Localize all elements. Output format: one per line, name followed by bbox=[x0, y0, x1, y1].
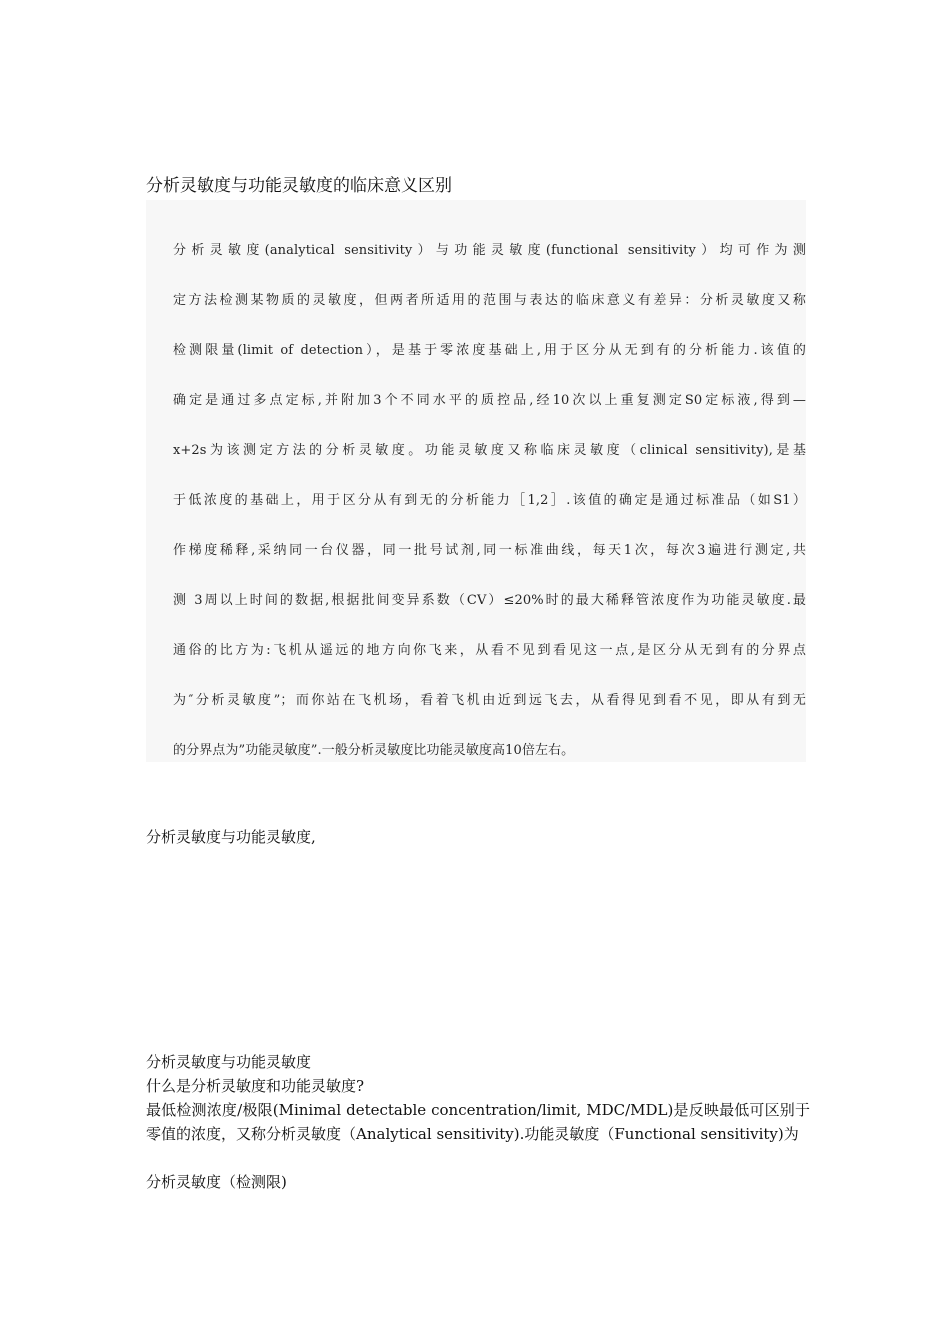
passage-line: 作梯度稀释,采纳同一台仪器，同一批号试剂,同一标准曲线，每天1次，每次3遍进行测定,共 bbox=[173, 543, 806, 558]
quoted-passage-box bbox=[146, 200, 806, 762]
passage-line: 检测限量(limit of detection），是基于零浓度基础上,用于区分从无到有的分析能力.该值的 bbox=[173, 343, 806, 358]
qa-section bbox=[146, 1050, 810, 1194]
qa-heading: 分析灵敏度与功能灵敏度 bbox=[146, 1053, 312, 1071]
qa-spacer bbox=[146, 1146, 810, 1170]
passage-line: 通俗的比方为:飞机从遥远的地方向你飞来，从看不见到看见这一点,是区分从无到有的分界点 bbox=[173, 643, 806, 658]
passage-line: 为″分析灵敏度”；而你站在飞机场，看着飞机由近到远飞去，从看得见到看不见，即从有到无 bbox=[173, 693, 806, 708]
section-label: 分析灵敏度与功能灵敏度, bbox=[146, 828, 316, 846]
quoted-passage-text bbox=[173, 238, 806, 788]
qa-answer-line: 零值的浓度，又称分析灵敏度（Analytical sensitivity).功能灵敏度（Functional sensitivity)为 bbox=[146, 1125, 799, 1143]
passage-line: 于低浓度的基础上，用于区分从有到无的分析能力［1,2］.该值的确定是通过标准品（如S1） bbox=[173, 493, 806, 508]
passage-line: 测 3周以上时间的数据,根据批间变异系数（CV）≤20%时的最大稀释管浓度作为功能灵敏度.最 bbox=[173, 593, 806, 608]
passage-line: x+2s为该测定方法的分析灵敏度。功能灵敏度又称临床灵敏度（clinical sensitivity),是基 bbox=[173, 443, 806, 458]
qa-answer-line: 最低检测浓度/极限(Minimal detectable concentration/limit, MDC/MDL)是反映最低可区别于 bbox=[146, 1101, 810, 1119]
passage-line: 确定是通过多点定标,并附加3个不同水平的质控品,经10次以上重复测定S0定标液,得到— bbox=[173, 393, 806, 408]
passage-line: 定方法检测某物质的灵敏度，但两者所适用的范围与表达的临床意义有差异：分析灵敏度又称 bbox=[173, 293, 806, 308]
passage-line: 的分界点为”功能灵敏度”.一般分析灵敏度比功能灵敏度高10倍左右。 bbox=[173, 743, 575, 758]
qa-question: 什么是分析灵敏度和功能灵敏度? bbox=[146, 1077, 365, 1095]
passage-line: 分析灵敏度(analytical sensitivity）与功能灵敏度(functional sensitivity）均可作为测 bbox=[173, 243, 806, 258]
qa-subheading: 分析灵敏度（检测限) bbox=[146, 1173, 287, 1191]
document-title: 分析灵敏度与功能灵敏度的临床意义区别 bbox=[146, 176, 452, 196]
